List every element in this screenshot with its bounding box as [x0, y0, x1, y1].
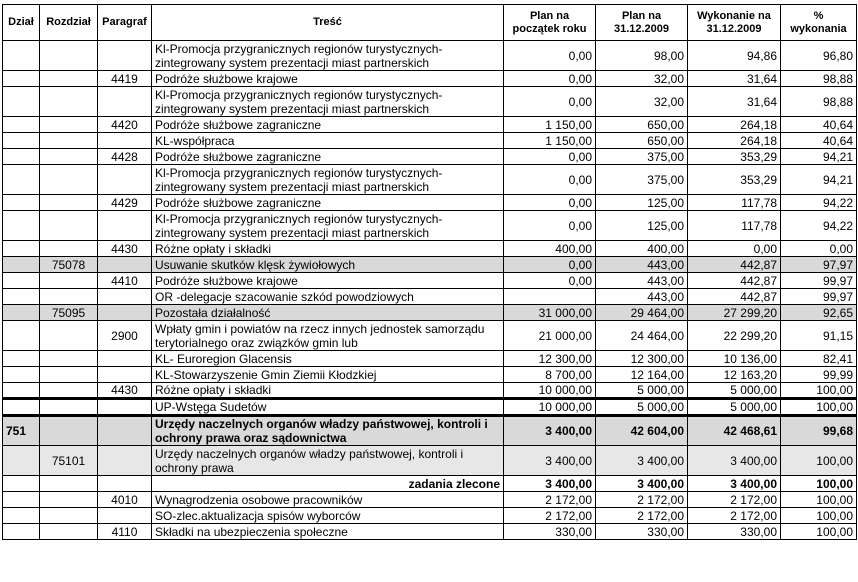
cell-rozdzial — [40, 508, 98, 524]
cell-dzial — [3, 399, 40, 416]
header-plan-poczatek: Plan na początek roku — [504, 5, 596, 41]
cell-plan-poczatek: 0,00 — [504, 195, 596, 211]
table-row — [3, 195, 857, 211]
cell-plan-koniec: 32,00 — [596, 71, 688, 87]
cell-paragraf: 4419 — [98, 71, 152, 87]
cell-procent: 98,88 — [781, 71, 857, 87]
cell-dzial — [3, 305, 40, 321]
cell-wykonanie: 264,18 — [688, 117, 781, 133]
cell-tresc: UP-Wstęga Sudetów — [152, 399, 504, 416]
cell-plan-koniec: 42 604,00 — [596, 416, 688, 446]
cell-tresc: Urzędy naczelnych organów władzy państwowej, kontroli i ochrony prawa — [152, 446, 504, 476]
cell-plan-koniec: 125,00 — [596, 195, 688, 211]
cell-rozdzial: 75095 — [40, 305, 98, 321]
cell-dzial — [3, 321, 40, 351]
cell-plan-poczatek: 0,00 — [504, 149, 596, 165]
cell-rozdzial — [40, 195, 98, 211]
cell-dzial — [3, 289, 40, 305]
table-body — [3, 41, 857, 540]
cell-wykonanie: 117,78 — [688, 195, 781, 211]
cell-plan-koniec: 32,00 — [596, 87, 688, 117]
cell-rozdzial — [40, 289, 98, 305]
cell-rozdzial — [40, 524, 98, 540]
table-row — [3, 133, 857, 149]
cell-paragraf — [98, 87, 152, 117]
cell-tresc: Wynagrodzenia osobowe pracowników — [152, 492, 504, 508]
cell-rozdzial — [40, 87, 98, 117]
cell-tresc: SO-zlec.aktualizacja spisów wyborców — [152, 508, 504, 524]
cell-rozdzial — [40, 273, 98, 289]
cell-rozdzial: 75101 — [40, 446, 98, 476]
cell-plan-poczatek: 2 172,00 — [504, 492, 596, 508]
cell-rozdzial — [40, 351, 98, 367]
table-row — [3, 492, 857, 508]
cell-procent: 98,88 — [781, 87, 857, 117]
cell-procent: 94,22 — [781, 211, 857, 241]
cell-procent: 97,97 — [781, 257, 857, 273]
cell-rozdzial — [40, 321, 98, 351]
cell-plan-koniec: 650,00 — [596, 117, 688, 133]
table-row — [3, 241, 857, 257]
cell-wykonanie: 42 468,61 — [688, 416, 781, 446]
cell-plan-poczatek: 400,00 — [504, 241, 596, 257]
cell-plan-poczatek: 21 000,00 — [504, 321, 596, 351]
cell-tresc: Podróże służbowe krajowe — [152, 273, 504, 289]
cell-paragraf — [98, 41, 152, 71]
cell-dzial — [3, 87, 40, 117]
cell-rozdzial — [40, 41, 98, 71]
cell-procent: 100,00 — [781, 508, 857, 524]
cell-rozdzial — [40, 416, 98, 446]
table-row — [3, 367, 857, 383]
cell-procent: 99,99 — [781, 367, 857, 383]
table-row — [3, 305, 857, 321]
cell-procent: 99,68 — [781, 416, 857, 446]
cell-plan-poczatek: 31 000,00 — [504, 305, 596, 321]
cell-rozdzial — [40, 165, 98, 195]
table-row — [3, 351, 857, 367]
cell-procent: 100,00 — [781, 476, 857, 492]
cell-dzial — [3, 211, 40, 241]
cell-wykonanie: 2 172,00 — [688, 508, 781, 524]
cell-procent: 91,15 — [781, 321, 857, 351]
cell-paragraf — [98, 133, 152, 149]
table-row — [3, 524, 857, 540]
cell-rozdzial — [40, 71, 98, 87]
cell-paragraf — [98, 165, 152, 195]
cell-procent: 100,00 — [781, 446, 857, 476]
budget-table — [2, 4, 857, 540]
cell-procent: 99,97 — [781, 273, 857, 289]
cell-wykonanie: 117,78 — [688, 211, 781, 241]
cell-rozdzial — [40, 367, 98, 383]
cell-paragraf: 2900 — [98, 321, 152, 351]
cell-plan-poczatek: 10 000,00 — [504, 399, 596, 416]
cell-dzial — [3, 476, 40, 492]
cell-rozdzial — [40, 383, 98, 399]
cell-plan-poczatek: 330,00 — [504, 524, 596, 540]
header-dzial: Dział — [3, 5, 40, 41]
cell-tresc: Podróże służbowe krajowe — [152, 71, 504, 87]
cell-rozdzial — [40, 117, 98, 133]
cell-plan-poczatek: 3 400,00 — [504, 476, 596, 492]
cell-paragraf: 4110 — [98, 524, 152, 540]
cell-plan-koniec: 5 000,00 — [596, 399, 688, 416]
cell-dzial — [3, 117, 40, 133]
cell-plan-poczatek: 0,00 — [504, 211, 596, 241]
cell-plan-koniec: 98,00 — [596, 41, 688, 71]
cell-tresc: Usuwanie skutków klęsk żywiołowych — [152, 257, 504, 273]
table-row — [3, 446, 857, 476]
cell-wykonanie: 3 400,00 — [688, 446, 781, 476]
cell-wykonanie: 442,87 — [688, 273, 781, 289]
cell-paragraf — [98, 305, 152, 321]
cell-paragraf: 4410 — [98, 273, 152, 289]
cell-wykonanie: 330,00 — [688, 524, 781, 540]
table-row — [3, 273, 857, 289]
cell-plan-koniec: 12 164,00 — [596, 367, 688, 383]
cell-tresc: Wpłaty gmin i powiatów na rzecz innych jednostek samorządu terytorialnego oraz związków gmin lub — [152, 321, 504, 351]
cell-procent: 94,21 — [781, 165, 857, 195]
cell-paragraf: 4420 — [98, 117, 152, 133]
cell-plan-poczatek: 0,00 — [504, 257, 596, 273]
cell-paragraf: 4430 — [98, 383, 152, 399]
cell-plan-poczatek: 3 400,00 — [504, 416, 596, 446]
cell-plan-koniec: 443,00 — [596, 257, 688, 273]
cell-dzial — [3, 446, 40, 476]
cell-plan-poczatek: 3 400,00 — [504, 446, 596, 476]
cell-procent: 100,00 — [781, 492, 857, 508]
cell-procent: 92,65 — [781, 305, 857, 321]
cell-dzial — [3, 165, 40, 195]
cell-plan-koniec: 12 300,00 — [596, 351, 688, 367]
table-row — [3, 476, 857, 492]
cell-procent: 40,64 — [781, 133, 857, 149]
cell-wykonanie: 27 299,20 — [688, 305, 781, 321]
table-row — [3, 289, 857, 305]
table-row — [3, 383, 857, 399]
cell-paragraf — [98, 351, 152, 367]
cell-tresc: Różne opłaty i składki — [152, 241, 504, 257]
cell-plan-poczatek: 0,00 — [504, 71, 596, 87]
cell-dzial — [3, 71, 40, 87]
cell-paragraf — [98, 416, 152, 446]
table-row — [3, 87, 857, 117]
cell-plan-koniec: 650,00 — [596, 133, 688, 149]
budget-table-container — [2, 4, 857, 540]
cell-plan-koniec: 29 464,00 — [596, 305, 688, 321]
cell-procent: 82,41 — [781, 351, 857, 367]
cell-rozdzial — [40, 211, 98, 241]
cell-plan-poczatek: 2 172,00 — [504, 508, 596, 524]
cell-dzial: 751 — [3, 416, 40, 446]
header-procent: % wykonania — [781, 5, 857, 41]
cell-rozdzial — [40, 133, 98, 149]
cell-dzial — [3, 149, 40, 165]
cell-paragraf — [98, 289, 152, 305]
cell-plan-poczatek: 1 150,00 — [504, 117, 596, 133]
cell-paragraf: 4010 — [98, 492, 152, 508]
cell-plan-koniec: 400,00 — [596, 241, 688, 257]
cell-wykonanie: 94,86 — [688, 41, 781, 71]
cell-tresc: Różne opłaty i składki — [152, 383, 504, 399]
cell-plan-koniec: 443,00 — [596, 273, 688, 289]
cell-dzial — [3, 367, 40, 383]
cell-plan-koniec: 24 464,00 — [596, 321, 688, 351]
cell-paragraf — [98, 399, 152, 416]
cell-plan-koniec: 2 172,00 — [596, 508, 688, 524]
cell-plan-poczatek: 1 150,00 — [504, 133, 596, 149]
cell-tresc: zadania zlecone — [152, 476, 504, 492]
cell-wykonanie: 442,87 — [688, 289, 781, 305]
cell-plan-poczatek: 0,00 — [504, 165, 596, 195]
header-rozdzial: Rozdział — [40, 5, 98, 41]
cell-plan-poczatek: 10 000,00 — [504, 383, 596, 399]
cell-plan-koniec: 375,00 — [596, 149, 688, 165]
cell-wykonanie: 2 172,00 — [688, 492, 781, 508]
table-row — [3, 211, 857, 241]
cell-wykonanie: 264,18 — [688, 133, 781, 149]
cell-tresc: Kl-Promocja przygranicznych regionów turystycznych- zintegrowany system prezentacji miast partnerskich — [152, 165, 504, 195]
cell-plan-koniec: 5 000,00 — [596, 383, 688, 399]
cell-procent: 94,22 — [781, 195, 857, 211]
cell-tresc: Kl-Promocja przygranicznych regionów turystycznych- zintegrowany system prezentacji miast partnerskich — [152, 211, 504, 241]
cell-tresc: Podróże służbowe zagraniczne — [152, 149, 504, 165]
cell-plan-koniec: 443,00 — [596, 289, 688, 305]
cell-plan-koniec: 330,00 — [596, 524, 688, 540]
cell-dzial — [3, 195, 40, 211]
cell-tresc: OR -delegacje szacowanie szkód powodziowych — [152, 289, 504, 305]
cell-dzial — [3, 41, 40, 71]
cell-wykonanie: 353,29 — [688, 165, 781, 195]
cell-rozdzial — [40, 492, 98, 508]
cell-dzial — [3, 257, 40, 273]
header-row — [3, 5, 857, 41]
cell-wykonanie: 31,64 — [688, 87, 781, 117]
cell-wykonanie: 31,64 — [688, 71, 781, 87]
cell-procent: 94,21 — [781, 149, 857, 165]
cell-procent: 99,97 — [781, 289, 857, 305]
table-row — [3, 416, 857, 446]
cell-dzial — [3, 524, 40, 540]
cell-plan-koniec: 125,00 — [596, 211, 688, 241]
cell-procent: 100,00 — [781, 399, 857, 416]
cell-plan-koniec: 3 400,00 — [596, 476, 688, 492]
cell-paragraf: 4428 — [98, 149, 152, 165]
cell-procent: 96,80 — [781, 41, 857, 71]
cell-dzial — [3, 492, 40, 508]
cell-wykonanie: 3 400,00 — [688, 476, 781, 492]
table-row — [3, 508, 857, 524]
cell-rozdzial — [40, 476, 98, 492]
cell-tresc: Podróże służbowe zagraniczne — [152, 117, 504, 133]
cell-rozdzial — [40, 399, 98, 416]
cell-wykonanie: 5 000,00 — [688, 399, 781, 416]
cell-tresc: Urzędy naczelnych organów władzy państwowej, kontroli i ochrony prawa oraz sądownictwa — [152, 416, 504, 446]
cell-paragraf — [98, 367, 152, 383]
cell-paragraf — [98, 508, 152, 524]
cell-tresc: Kl-Promocja przygranicznych regionów turystycznych- zintegrowany system prezentacji miast partnerskich — [152, 87, 504, 117]
cell-procent: 0,00 — [781, 241, 857, 257]
cell-paragraf: 4429 — [98, 195, 152, 211]
cell-rozdzial — [40, 241, 98, 257]
cell-wykonanie: 22 299,20 — [688, 321, 781, 351]
cell-wykonanie: 353,29 — [688, 149, 781, 165]
cell-plan-poczatek: 0,00 — [504, 87, 596, 117]
cell-plan-koniec: 2 172,00 — [596, 492, 688, 508]
cell-rozdzial: 75078 — [40, 257, 98, 273]
cell-procent: 100,00 — [781, 383, 857, 399]
cell-paragraf — [98, 446, 152, 476]
cell-procent: 100,00 — [781, 524, 857, 540]
cell-plan-poczatek — [504, 289, 596, 305]
header-tresc: Treść — [152, 5, 504, 41]
table-row — [3, 321, 857, 351]
cell-wykonanie: 0,00 — [688, 241, 781, 257]
table-row — [3, 41, 857, 71]
cell-paragraf: 4430 — [98, 241, 152, 257]
cell-rozdzial — [40, 149, 98, 165]
cell-plan-koniec: 3 400,00 — [596, 446, 688, 476]
cell-dzial — [3, 351, 40, 367]
cell-tresc: Podróże służbowe zagraniczne — [152, 195, 504, 211]
table-row — [3, 71, 857, 87]
cell-plan-poczatek: 8 700,00 — [504, 367, 596, 383]
cell-wykonanie: 12 163,20 — [688, 367, 781, 383]
cell-tresc: Składki na ubezpieczenia społeczne — [152, 524, 504, 540]
table-row — [3, 165, 857, 195]
cell-paragraf — [98, 211, 152, 241]
table-row — [3, 149, 857, 165]
table-row — [3, 399, 857, 416]
cell-tresc: Pozostała działalność — [152, 305, 504, 321]
header-plan-koniec: Plan na 31.12.2009 — [596, 5, 688, 41]
cell-paragraf — [98, 257, 152, 273]
cell-tresc: KL-Stowarzyszenie Gmin Ziemii Kłodzkiej — [152, 367, 504, 383]
cell-dzial — [3, 133, 40, 149]
cell-dzial — [3, 273, 40, 289]
cell-plan-poczatek: 0,00 — [504, 273, 596, 289]
cell-plan-poczatek: 0,00 — [504, 41, 596, 71]
cell-dzial — [3, 241, 40, 257]
cell-paragraf — [98, 476, 152, 492]
cell-dzial — [3, 383, 40, 399]
cell-tresc: KL-współpraca — [152, 133, 504, 149]
cell-wykonanie: 10 136,00 — [688, 351, 781, 367]
header-paragraf: Paragraf — [98, 5, 152, 41]
cell-wykonanie: 442,87 — [688, 257, 781, 273]
cell-plan-koniec: 375,00 — [596, 165, 688, 195]
header-wykonanie: Wykonanie na 31.12.2009 — [688, 5, 781, 41]
cell-plan-poczatek: 12 300,00 — [504, 351, 596, 367]
cell-tresc: KL- Euroregion Glacensis — [152, 351, 504, 367]
table-row — [3, 257, 857, 273]
cell-dzial — [3, 508, 40, 524]
table-row — [3, 117, 857, 133]
cell-wykonanie: 5 000,00 — [688, 383, 781, 399]
cell-tresc: Kl-Promocja przygranicznych regionów turystycznych- zintegrowany system prezentacji miast partnerskich — [152, 41, 504, 71]
cell-procent: 40,64 — [781, 117, 857, 133]
